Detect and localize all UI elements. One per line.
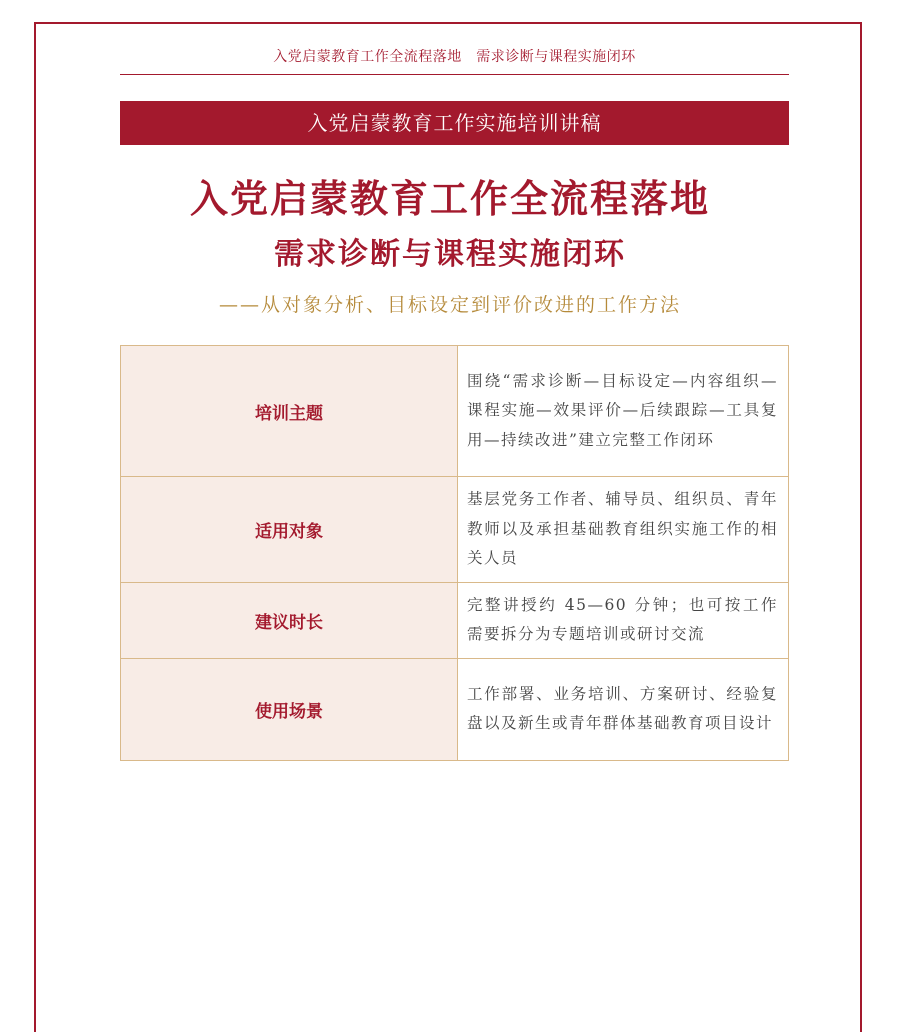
row-value-usage-scenario: 工作部署、业务培训、方案研讨、经验复盘以及新生或青年群体基础教育项目设计 [458,658,789,760]
page-title: 入党启蒙教育工作全流程落地 [189,177,710,221]
row-label-usage-scenario: 使用场景 [121,658,458,760]
table-row [121,658,789,760]
page-subtitle: 需求诊断与课程实施闭环 [274,237,626,272]
table-row [121,346,789,477]
page-tagline: ——从对象分析、目标设定到评价改进的工作方法 [218,294,681,316]
row-value-duration: 完整讲授约 45—60 分钟；也可按工作需要拆分为专题培训或研讨交流 [458,582,789,658]
info-table [120,345,789,761]
document-banner: 入党启蒙教育工作实施培训讲稿 [120,101,789,145]
table-row [121,582,789,658]
row-value-training-topic: 围绕“需求诊断—目标设定—内容组织—课程实施—效果评价—后续跟踪—工具复用—持续改进”建立完整工作闭环 [458,346,789,477]
row-label-audience: 适用对象 [121,477,458,583]
row-value-audience: 基层党务工作者、辅导员、组织员、青年教师以及承担基础教育组织实施工作的相关人员 [458,477,789,583]
table-row [121,477,789,583]
header-divider [120,74,789,75]
row-label-training-topic: 培训主题 [121,346,458,477]
row-label-duration: 建议时长 [121,582,458,658]
running-header: 入党启蒙教育工作全流程落地 需求诊断与课程实施闭环 [273,49,636,65]
